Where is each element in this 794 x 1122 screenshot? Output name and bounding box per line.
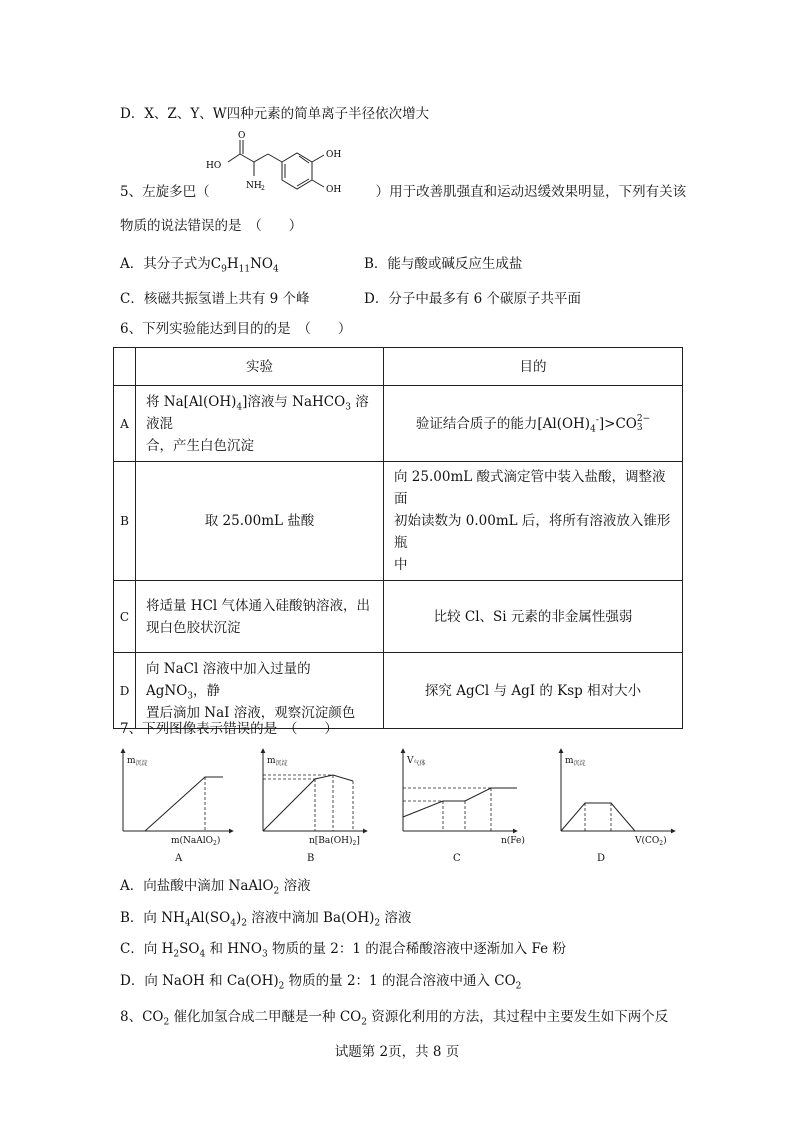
graph-c-caption: C <box>453 853 461 864</box>
svg-text:m沉淀: $m_{沉淀}$ <box>267 756 288 767</box>
row-label: C <box>114 581 136 653</box>
svg-text:V(CO2): $V(CO_2)$ <box>635 836 667 847</box>
q5-question-line2: 物质的说法错误的是 （ ） <box>120 218 303 234</box>
row-d-purpose: 探究 AgCl 与 AgI 的 Ksp 相对大小 <box>384 653 683 729</box>
q6-question: 6、下列实验能达到目的的是 （ ） <box>120 321 352 337</box>
svg-text:n[Ba(OH)2]: $n[Ba(OH)_2]$ <box>309 836 360 847</box>
svg-text:m沉淀: $m_{沉淀}$ <box>127 756 148 767</box>
table-row <box>114 653 683 729</box>
q5-option-d: D．分子中最多有 6 个碳原子共平面 <box>364 291 581 307</box>
svg-text:m沉淀: $m_{沉淀}$ <box>565 756 586 767</box>
table-row <box>114 386 683 462</box>
row-a-purpose: 验证结合质子的能力$[Al(OH)_4^-]>CO2-$ 3 <box>384 386 683 462</box>
q7-option-c: C．向 $H_2SO_4$ 和 $HNO_3$ 物质的量 2：1 的混合稀酸溶液中逐渐加入 Fe 粉 <box>120 941 566 960</box>
row-label: A <box>114 386 136 462</box>
row-b-experiment: 取 25.00mL 盐酸 <box>136 462 384 581</box>
q7-question: 7、下列图像表示错误的是 （ ） <box>120 721 338 737</box>
graph-a-caption: A <box>175 853 183 864</box>
row-label: B <box>114 462 136 581</box>
row-a-experiment: 将 $Na[Al(OH)_4]$溶液与 NaHCO$_3$ 溶液混 合，产生白色沉淀 <box>136 386 384 462</box>
page-footer: 试题第 2页，共 8 页 <box>334 1044 460 1060</box>
struct-nh: NH <box>246 181 262 191</box>
struct-nh-sub: 2 <box>261 185 265 192</box>
q7-option-b: B．向 $NH_4Al(SO_4)_2$ 溶液中滴加 $Ba(OH)_2$ 溶液 <box>120 910 412 929</box>
graph-d <box>561 749 675 864</box>
graph-c <box>403 749 525 864</box>
q5-option-a: A．其分子式为$C_9H_{11}NO_4$ <box>120 256 279 275</box>
row-d-experiment: 向 NaCl 溶液中加入过量的 AgNO$_3$，静 置后滴加 NaI 溶液，观察沉淀颜色 <box>136 653 384 729</box>
struct-o: O <box>238 131 246 141</box>
q4-option-d: D．X、Z、Y、W四种元素的简单离子半径依次增大 <box>120 106 430 122</box>
q7-option-a: A．向盐酸中滴加 NaAlO$_2$ 溶液 <box>120 878 311 897</box>
header-experiment: 实验 <box>136 348 384 386</box>
header-purpose: 目的 <box>384 348 683 386</box>
svg-text:V气体: $V_{气体}$ <box>407 756 426 767</box>
row-b-purpose: 向 25.00mL 酸式滴定管中装入盐酸，调整液面 初始读数为 0.00mL 后，将所有溶液放入锥形瓶 中 <box>384 462 683 581</box>
struct-ho: HO <box>206 161 222 171</box>
table-row <box>114 581 683 653</box>
table-row <box>114 462 683 581</box>
q5-option-b: B．能与酸或碱反应生成盐 <box>364 256 523 272</box>
experiment-table <box>113 347 683 729</box>
row-c-experiment: 将适量 HCl 气体通入硅酸钠溶液，出 现白色胶状沉淀 <box>136 581 384 653</box>
q5-option-c: C．核磁共振氢谱上共有 9 个峰 <box>120 291 310 307</box>
q7-graphs <box>115 745 695 870</box>
svg-text:n(Fe): n(Fe) <box>501 836 525 846</box>
q5-question-line1: 5、左旋多巴（ ）用于改善肌强直和运动迟缓效果明显，下列有关该 <box>120 184 687 200</box>
struct-oh-1: OH <box>326 150 342 160</box>
svg-text:m(NaAlO2): m(NaAlO$_2$) <box>171 836 221 847</box>
graph-b <box>263 749 367 864</box>
graph-a <box>123 749 233 864</box>
graph-d-caption: D <box>597 853 606 864</box>
q8-question: 8、$CO_2$ 催化加氢合成二甲醚是一种 $CO_2$ 资源化利用的方法，其过程中主要发生如下两个反 <box>120 1009 669 1028</box>
struct-oh-2: OH <box>326 185 342 195</box>
q7-option-d: D．向 NaOH 和 $Ca(OH)_2$ 物质的量 2：1 的混合溶液中通入 $CO_2$ <box>120 973 522 992</box>
graph-b-caption: B <box>307 853 315 864</box>
row-label: D <box>114 653 136 729</box>
row-c-purpose: 比较 Cl、Si 元素的非金属性强弱 <box>384 581 683 653</box>
table-header-row <box>114 348 683 386</box>
